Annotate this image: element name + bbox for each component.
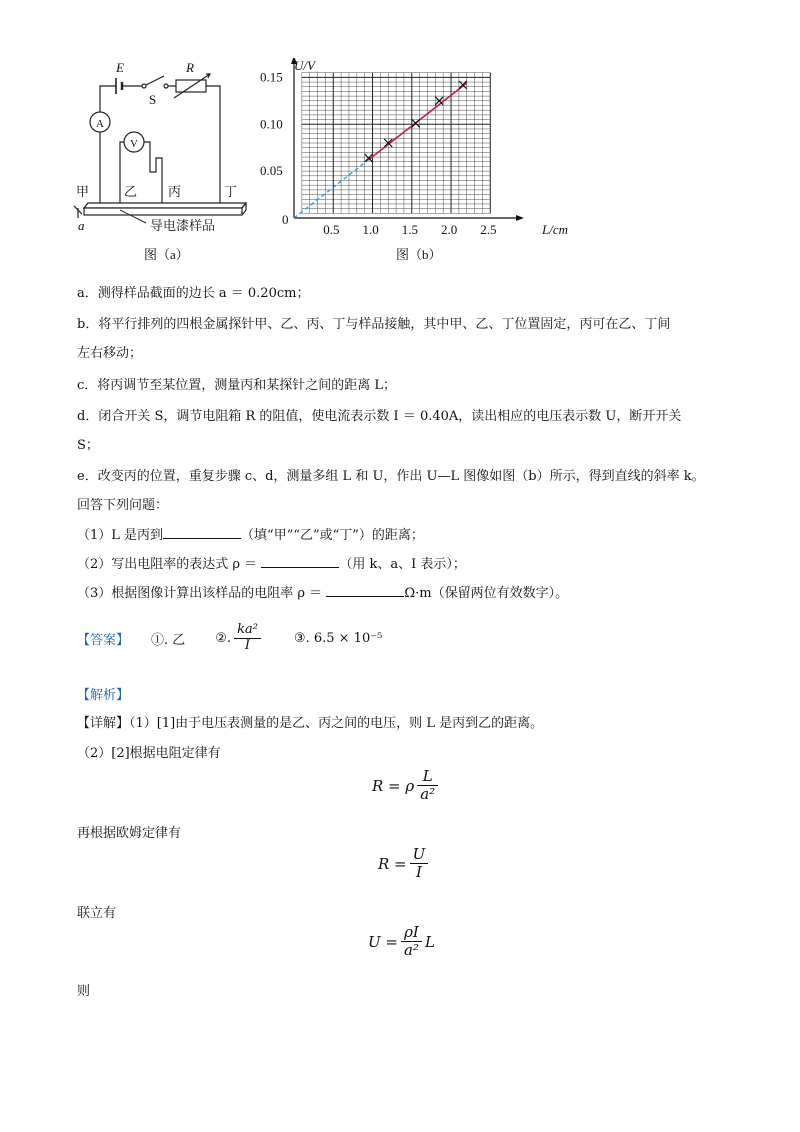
eq3-denominator: a² bbox=[403, 941, 419, 960]
answer-2-denominator: I bbox=[244, 637, 251, 653]
x-tick-label: 1.5 bbox=[401, 222, 419, 237]
eq2-fraction bbox=[410, 846, 429, 882]
eq1-fraction bbox=[417, 768, 438, 804]
equation-combined bbox=[368, 924, 435, 960]
q1-blank bbox=[163, 526, 241, 539]
ohm-law-intro: 再根据欧姆定律有 bbox=[77, 826, 182, 841]
question-3 bbox=[77, 582, 568, 601]
eq3-lhs: U = bbox=[368, 932, 398, 951]
sample-label: 导电漆样品 bbox=[150, 218, 216, 233]
ul-chart bbox=[260, 58, 524, 237]
answer-2-numerator: ka² bbox=[234, 623, 261, 639]
eq3-rhs: L bbox=[424, 932, 435, 951]
q1-pre: （1）L 是丙到 bbox=[77, 528, 164, 543]
data-point bbox=[412, 119, 420, 127]
voltmeter-symbol: V bbox=[130, 138, 138, 150]
step-d-line1: d．闭合开关 S，调节电阻箱 R 的阻值，使电流表示数 I ＝ 0.40A，读出相应的电压表示数 U，断开开关 bbox=[77, 409, 682, 424]
answer-tag: 【答案】 bbox=[77, 632, 130, 648]
eq3-numerator: ρI bbox=[401, 924, 422, 942]
analysis-tag: 【解析】 bbox=[77, 688, 130, 703]
x-tick-label: 1.0 bbox=[362, 222, 379, 237]
step-e: e．改变丙的位置，重复步骤 c、d，测量多组 L 和 U，作出 U—L 图像如图（b）所示，得到直线的斜率 k。 bbox=[77, 469, 705, 484]
x-axis-label: L/cm bbox=[542, 222, 568, 237]
answer-3: ③. 6.5 × 10⁻⁵ bbox=[293, 630, 383, 646]
q2-post: （用 k、a、I 表示）； bbox=[339, 557, 466, 572]
step-b-line2: 左右移动； bbox=[77, 346, 143, 361]
figures-svg bbox=[56, 58, 616, 268]
label-E: E bbox=[116, 60, 124, 75]
then-word: 则 bbox=[77, 984, 91, 999]
q2-pre: （2）写出电阻率的表达式 ρ ＝ bbox=[77, 557, 258, 572]
eq2-numerator: U bbox=[410, 846, 429, 864]
detail-1: 【详解】（1）[1]由于电压表测量的是乙、丙之间的电压，则 L 是丙到乙的距离。 bbox=[77, 716, 544, 731]
step-b-line1: b．将平行排列的四根金属探针甲、乙、丙、丁与样品接触，其中甲、乙、丁位置固定，丙可在乙、丁间 bbox=[77, 317, 671, 332]
q3-post: Ω·m（保留两位有效数字）。 bbox=[404, 586, 569, 601]
y-tick-label: 0.10 bbox=[260, 116, 283, 132]
y-tick-label: 0.05 bbox=[260, 163, 283, 179]
caption-b: 图（b） bbox=[396, 247, 442, 262]
probe-ding-label: 丁 bbox=[224, 184, 238, 199]
x-tick-label: 2.5 bbox=[480, 222, 497, 237]
x-tick-label: 0.5 bbox=[323, 222, 340, 237]
answer-line bbox=[77, 620, 382, 656]
detail-2: （2）[2]根据电阻定律有 bbox=[77, 746, 221, 761]
y-tick-label: 0.15 bbox=[260, 69, 283, 85]
label-S: S bbox=[149, 92, 157, 107]
step-d-line2: S； bbox=[77, 438, 99, 453]
answer-1: ①. 乙 bbox=[151, 632, 186, 648]
question-1 bbox=[77, 524, 424, 543]
step-a: a．测得样品截面的边长 a ＝ 0.20cm； bbox=[77, 286, 310, 301]
q3-pre: （3）根据图像计算出该样品的电阻率 ρ ＝ bbox=[77, 586, 323, 601]
eq1-numerator: L bbox=[417, 768, 438, 786]
x-axis-arrow bbox=[516, 215, 524, 221]
eq2-lhs: R = bbox=[378, 854, 407, 873]
combine-intro: 联立有 bbox=[77, 906, 117, 921]
figure-area bbox=[56, 58, 616, 268]
eq3-fraction bbox=[401, 924, 422, 960]
probe-jia-label: 甲 bbox=[76, 184, 90, 199]
answer-2-label: ②. bbox=[215, 630, 232, 646]
step-c: c．将丙调节至某位置，测量丙和某探针之间的距离 L； bbox=[77, 378, 397, 393]
caption-a: 图（a） bbox=[144, 247, 189, 262]
x-tick-label: 2.0 bbox=[441, 222, 458, 237]
probe-bing-label: 丙 bbox=[168, 184, 182, 199]
fit-line-dashed bbox=[294, 160, 369, 218]
label-a: a bbox=[78, 218, 85, 233]
equation-ohm-law bbox=[378, 846, 431, 882]
q3-blank bbox=[326, 584, 404, 597]
eq1-denominator: a² bbox=[420, 785, 436, 804]
equation-resistance-law bbox=[372, 768, 441, 804]
label-R: R bbox=[186, 60, 194, 75]
origin-label: 0 bbox=[282, 212, 289, 227]
ammeter-symbol: A bbox=[96, 118, 104, 130]
circuit-diagram bbox=[74, 74, 246, 223]
q2-blank bbox=[261, 555, 339, 568]
eq2-denominator: I bbox=[416, 863, 422, 882]
answer-2-fraction bbox=[234, 623, 261, 654]
q1-post: （填“甲”“乙”或“丁”）的距离； bbox=[241, 528, 424, 543]
question-prompt: 回答下列问题： bbox=[77, 498, 169, 513]
eq1-lhs: R = ρ bbox=[372, 776, 415, 795]
question-2 bbox=[77, 553, 466, 572]
probe-yi-label: 乙 bbox=[124, 184, 138, 199]
y-axis-label: U/V bbox=[294, 58, 315, 73]
